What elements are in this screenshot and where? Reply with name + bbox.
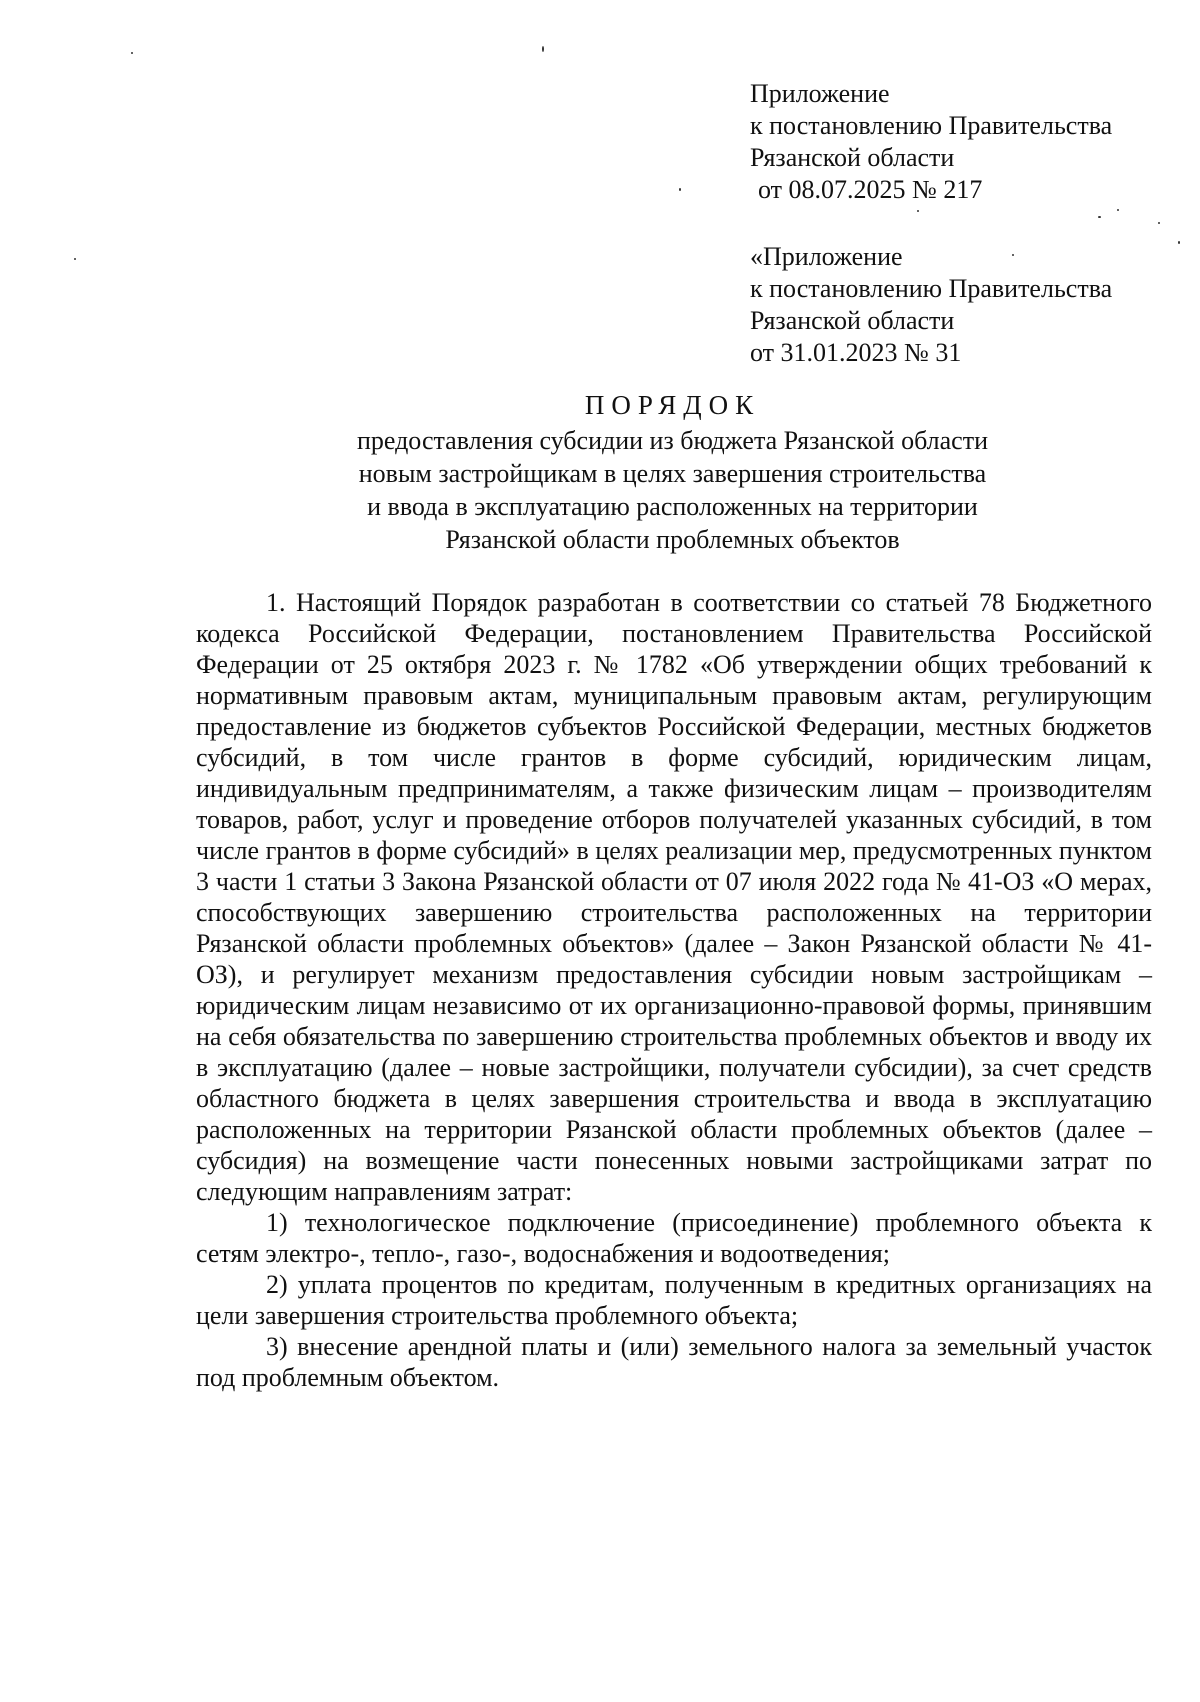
scan-speck — [1098, 216, 1101, 218]
scan-speck — [542, 46, 544, 52]
document-subtitle — [300, 424, 1045, 556]
document-body — [196, 587, 1152, 1393]
scan-speck — [679, 188, 681, 191]
paragraph-main: 1. Настоящий Порядок разработан в соответствии со статьей 78 Бюджетного кодекса Российской Федерации, постановлением Правительства Российской Федерации от 25 октября 2023 г. № 1782 «Об утверждении общих требований к нормативным правовым актам, муниципальным правовым актам, регулирующим предоставление из бюджетов субъектов Российской Федерации, местных бюджетов субсидий, в том числе грантов в форме субсидий, юридическим лицам, индивидуальным предпринимателям, а также физическим лицам – производителям товаров, работ, услуг и проведение отборов получателей указанных субсидий, в том числе грантов в форме субсидий» в целях реализации мер, предусмотренных пунктом 3 части 1 статьи 3 Закона Рязанской области от 07 июля 2022 года № 41-ОЗ «О мерах, способствующих завершению строительства расположенных на территории Рязанской области проблемных объектов» (далее – Закон Рязанской области № 41-ОЗ), и регулирует механизм предоставления субсидии новым застройщикам – юридическим лицам независимо от их организационно-правовой формы, принявшим на себя обязательства по завершению строительства проблемных объектов и вводу их в эксплуатацию (далее – новые застройщики, получатели субсидии), за счет средств областного бюджета в целях завершения строительства и ввода в эксплуатацию расположенных на территории Рязанской области проблемных объектов (далее – субсидия) на возмещение части понесенных новыми застройщиками затрат по следующим направлениям затрат: — [196, 588, 1152, 1206]
appendix-label: Приложение — [750, 79, 890, 108]
scan-speck — [1158, 222, 1160, 224]
subtitle-line: предоставления субсидии из бюджета Рязанской области — [356, 426, 989, 455]
appendix-date-number: от 08.07.2025 № 217 — [758, 175, 983, 204]
scan-speck — [131, 52, 133, 54]
appendix-previous-block — [750, 241, 1112, 369]
paragraph-item-1: 1) технологическое подключение (присоединение) проблемного объекта к сетям электро-, тепло-, газо-, водоснабжения и водоотведения; — [196, 1208, 1152, 1268]
appendix-label: «Приложение — [750, 242, 903, 271]
paragraph-item-3: 3) внесение арендной платы и (или) земельного налога за земельный участок под проблемным объектом. — [196, 1332, 1152, 1392]
document-title: ПОРЯДОК — [584, 390, 761, 420]
scan-speck — [917, 210, 919, 212]
scan-speck — [74, 258, 76, 260]
appendix-region: Рязанской области — [750, 143, 955, 172]
appendix-date-number: от 31.01.2023 № 31 — [750, 338, 962, 367]
scan-speck — [1117, 209, 1119, 211]
subtitle-line: и ввода в эксплуатацию расположенных на территории — [367, 492, 978, 521]
scan-speck — [1178, 241, 1180, 244]
paragraph-item-2: 2) уплата процентов по кредитам, полученным в кредитных организациях на цели завершения строительства проблемного объекта; — [196, 1270, 1152, 1330]
subtitle-line: новым застройщикам в целях завершения строительства — [358, 459, 987, 488]
appendix-region: Рязанской области — [750, 306, 955, 335]
subtitle-line: Рязанской области проблемных объектов — [445, 525, 900, 554]
appendix-resolution-ref: к постановлению Правительства — [750, 111, 1113, 140]
appendix-current-block — [750, 78, 1112, 206]
appendix-resolution-ref: к постановлению Правительства — [750, 274, 1113, 303]
